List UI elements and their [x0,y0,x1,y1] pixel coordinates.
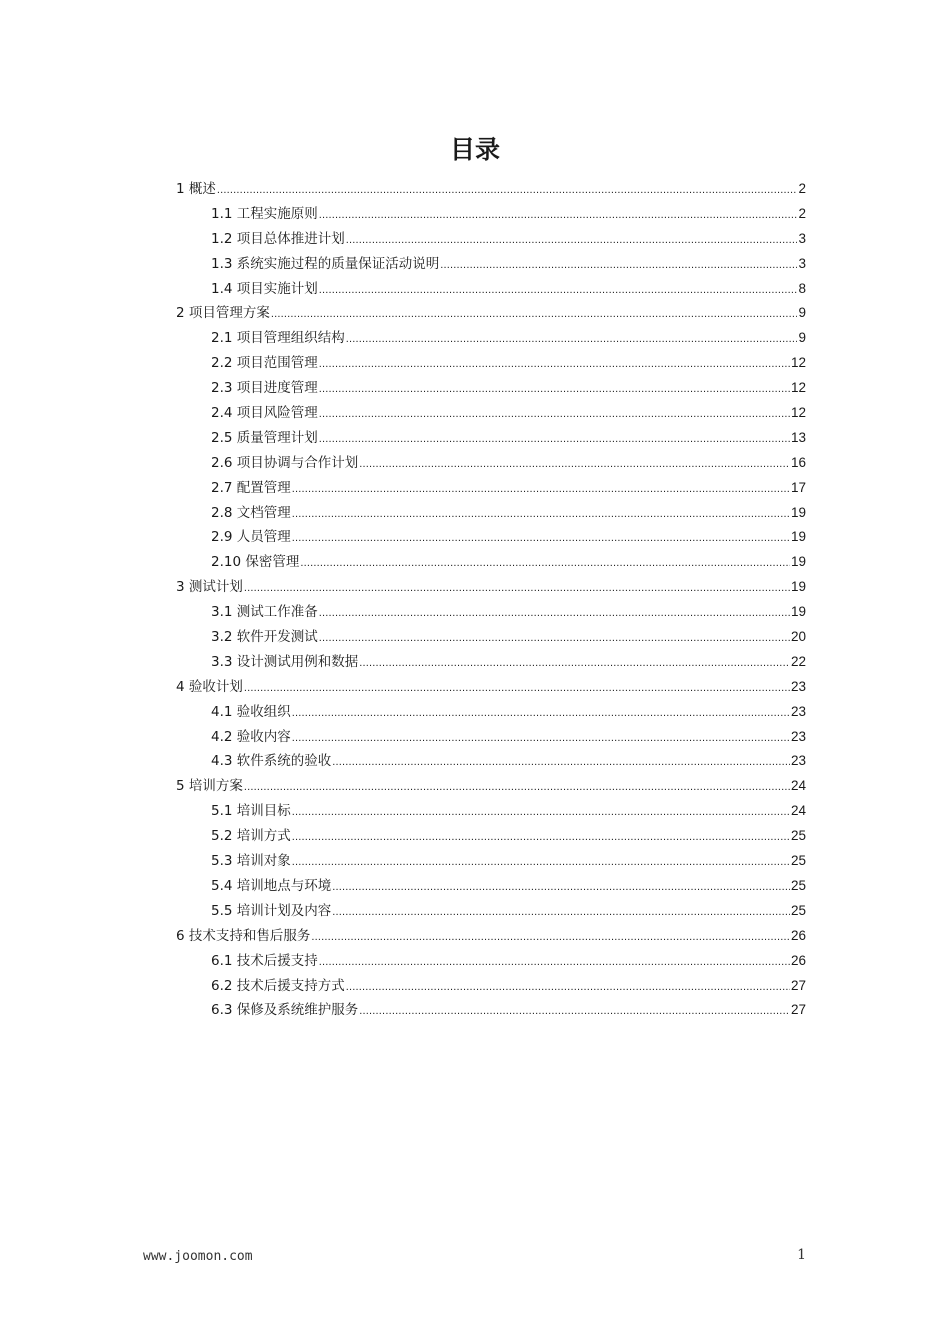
toc-dot-leader [332,750,790,775]
toc-subsection-entry[interactable] [176,799,806,824]
toc-section-entry[interactable] [176,177,806,202]
toc-dot-leader [271,302,798,327]
toc-dot-leader [292,477,790,502]
toc-entry-label: 4.1 验收组织 [211,703,291,720]
toc-entry-page-number: 8 [798,280,806,296]
toc-dot-leader [346,327,798,352]
toc-subsection-entry[interactable] [176,252,806,277]
toc-subsection-entry[interactable] [176,451,806,476]
toc-dot-leader [244,676,790,701]
toc-entry-label: 4.3 软件系统的验收 [211,753,332,770]
toc-entry-page-number: 23 [790,678,806,694]
toc-subsection-entry[interactable] [176,725,806,750]
toc-dot-leader [319,626,790,651]
toc-dot-leader [244,775,790,800]
toc-subsection-entry[interactable] [176,899,806,924]
toc-dot-leader [319,402,790,427]
toc-subsection-entry[interactable] [176,426,806,451]
toc-entry-page-number: 19 [790,554,806,570]
toc-entry-page-number: 9 [798,305,806,321]
toc-dot-leader [292,502,790,527]
toc-dot-leader [359,651,790,676]
toc-entry-page-number: 24 [790,803,806,819]
toc-entry-page-number: 25 [790,877,806,893]
toc-subsection-entry[interactable] [176,974,806,999]
toc-entry-page-number: 3 [798,255,806,271]
toc-entry-page-number: 20 [790,629,806,645]
toc-dot-leader [346,975,790,1000]
toc-entry-page-number: 27 [790,977,806,993]
toc-entry-label: 6.1 技术后援支持 [211,952,318,969]
toc-entry-label: 5.2 培训方式 [211,828,291,845]
toc-section-entry[interactable] [176,675,806,700]
toc-entry-label: 6.2 技术后援支持方式 [211,977,345,994]
toc-entry-page-number: 17 [790,479,806,495]
toc-dot-leader [440,253,797,278]
toc-subsection-entry[interactable] [176,625,806,650]
toc-dot-leader [319,352,790,377]
toc-entry-page-number: 23 [790,753,806,769]
toc-subsection-entry[interactable] [176,501,806,526]
toc-entry-label: 3.1 测试工作准备 [211,604,318,621]
toc-entry-label: 6 技术支持和售后服务 [176,927,311,944]
toc-subsection-entry[interactable] [176,949,806,974]
toc-entry-page-number: 2 [798,205,806,221]
toc-entry-label: 5.4 培训地点与环境 [211,877,332,894]
toc-subsection-entry[interactable] [176,650,806,675]
toc-entry-page-number: 25 [790,902,806,918]
toc-entry-label: 5.3 培训对象 [211,853,291,870]
toc-dot-leader [319,601,790,626]
toc-entry-page-number: 19 [790,529,806,545]
toc-dot-leader [244,576,790,601]
toc-entry-label: 1.4 项目实施计划 [211,280,318,297]
toc-entry-page-number: 19 [790,604,806,620]
toc-subsection-entry[interactable] [176,600,806,625]
toc-entry-label: 4.2 验收内容 [211,728,291,745]
toc-subsection-entry[interactable] [176,326,806,351]
toc-entry-label: 1.2 项目总体推进计划 [211,230,345,247]
toc-dot-leader [292,800,790,825]
toc-entry-page-number: 12 [790,380,806,396]
toc-entry-page-number: 27 [790,1002,806,1018]
toc-entry-label: 2.2 项目范围管理 [211,355,318,372]
toc-dot-leader [359,452,790,477]
toc-entry-page-number: 19 [790,579,806,595]
toc-subsection-entry[interactable] [176,476,806,501]
toc-entry-label: 2.10 保密管理 [211,554,300,571]
toc-entry-page-number: 9 [798,330,806,346]
toc-entry-label: 1 概述 [176,181,216,197]
toc-entry-page-number: 23 [790,703,806,719]
toc-entry-label: 1.1 工程实施原则 [211,205,318,222]
toc-dot-leader [311,925,790,950]
toc-entry-page-number: 25 [790,828,806,844]
toc-entry-page-number: 26 [790,952,806,968]
toc-subsection-entry[interactable] [176,525,806,550]
toc-dot-leader [292,526,790,551]
toc-entry-label: 5 培训方案 [176,778,243,795]
toc-entry-page-number: 24 [790,778,806,794]
footer-website: www.joomon.com [143,1249,253,1264]
toc-entry-label: 3.3 设计测试用例和数据 [211,653,359,670]
toc-entry-page-number: 23 [790,728,806,744]
toc-section-entry[interactable] [176,301,806,326]
toc-entry-label: 2.4 项目风险管理 [211,405,318,422]
toc-entry-page-number: 22 [790,653,806,669]
toc-subsection-entry[interactable] [176,824,806,849]
toc-entry-page-number: 12 [790,405,806,421]
toc-entry-label: 2.5 质量管理计划 [211,429,318,446]
toc-entry-label: 5.5 培训计划及内容 [211,902,332,919]
toc-dot-leader [300,551,790,576]
toc-section-entry[interactable] [176,575,806,600]
toc-title: 目录 [449,135,500,164]
footer-page-number: 1 [797,1247,806,1263]
toc-subsection-entry[interactable] [176,227,806,252]
toc-dot-leader [319,427,790,452]
toc-dot-leader [292,701,790,726]
toc-dot-leader [346,228,798,253]
toc-dot-leader [319,950,790,975]
toc-dot-leader [359,999,790,1024]
toc-entry-label: 3.2 软件开发测试 [211,629,318,646]
toc-entry-label: 2.6 项目协调与合作计划 [211,454,359,471]
toc-entry-label: 4 验收计划 [176,678,243,695]
toc-dot-leader [319,377,790,402]
toc-subsection-entry[interactable] [176,202,806,227]
toc-entry-label: 1.3 系统实施过程的质量保证活动说明 [211,255,440,272]
toc-entry-page-number: 25 [790,853,806,869]
toc-entry-page-number: 19 [790,504,806,520]
toc-section-entry[interactable] [176,924,806,949]
toc-subsection-entry[interactable] [176,550,806,575]
toc-entry-label: 3 测试计划 [176,579,243,596]
toc-subsection-entry[interactable] [176,376,806,401]
toc-subsection-entry[interactable] [176,849,806,874]
toc-entry-page-number: 12 [790,355,806,371]
toc-entry-label: 2.8 文档管理 [211,504,291,521]
toc-entry-label: 2.1 项目管理组织结构 [211,330,345,347]
toc-entry-label: 6.3 保修及系统维护服务 [211,1002,359,1019]
toc-subsection-entry[interactable] [176,874,806,899]
toc-subsection-entry[interactable] [176,998,806,1023]
toc-dot-leader [292,825,790,850]
toc-subsection-entry[interactable] [176,749,806,774]
toc-entry-label: 2.7 配置管理 [211,479,291,496]
toc-entry-label: 2.9 人员管理 [211,529,291,546]
table-of-contents [176,177,806,1023]
toc-entry-page-number: 13 [790,429,806,445]
toc-dot-leader [332,900,790,925]
toc-entry-page-number: 2 [798,181,806,196]
toc-section-entry[interactable] [176,774,806,799]
toc-dot-leader [332,875,790,900]
toc-entry-page-number: 16 [790,454,806,470]
toc-subsection-entry[interactable] [176,351,806,376]
toc-dot-leader [319,203,798,228]
toc-dot-leader [292,850,790,875]
toc-dot-leader [217,178,798,203]
toc-dot-leader [292,726,790,751]
toc-entry-page-number: 3 [798,230,806,246]
toc-dot-leader [319,278,798,303]
toc-entry-page-number: 26 [790,927,806,943]
toc-entry-label: 2.3 项目进度管理 [211,380,318,397]
toc-subsection-entry[interactable] [176,401,806,426]
toc-entry-label: 5.1 培训目标 [211,803,291,820]
toc-entry-label: 2 项目管理方案 [176,305,270,322]
toc-subsection-entry[interactable] [176,277,806,302]
toc-subsection-entry[interactable] [176,700,806,725]
